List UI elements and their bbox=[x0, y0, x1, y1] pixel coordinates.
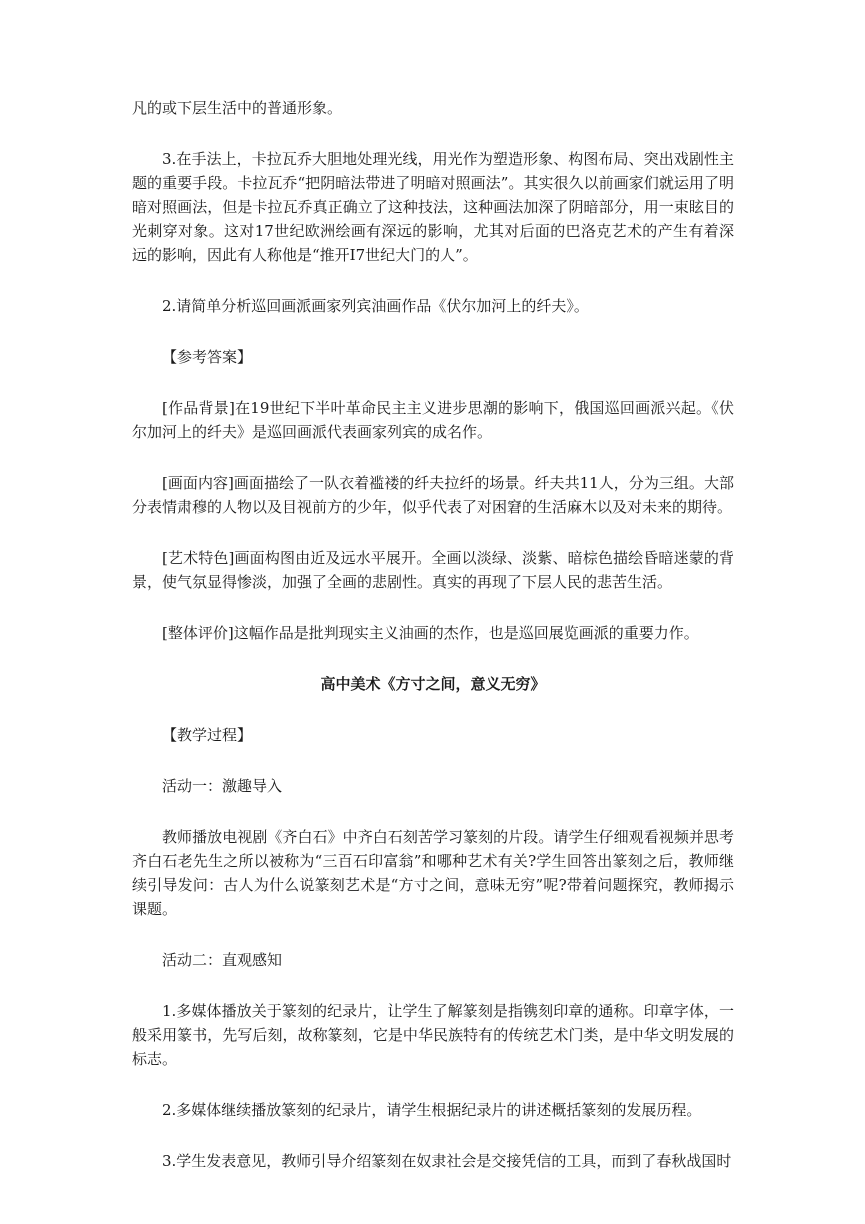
activity-2-title: 活动二：直观感知 bbox=[162, 951, 283, 969]
section-title: 高中美术《方寸之间，意义无穷》 bbox=[320, 675, 546, 693]
paragraph-continuation: 凡的或下层生活中的普通形象。 bbox=[132, 99, 343, 117]
teaching-process-label: 【教学过程】 bbox=[162, 726, 253, 744]
paragraph-point-3: 3.在手法上，卡拉瓦乔大胆地处理光线，用光作为塑造形象、构图布局、突出戏剧性主题的重要手段。卡拉瓦乔“把阴暗法带进了明暗对照画法”。其实很久以前画家们就运用了明暗对照画法，但是卡拉瓦乔真正确立了这种技法，这种画法加深了阴暗部分，用一束眩目的光刺穿对象。这对17世纪欧洲绘画有深远的影响，尤其对后面的巴洛克艺术的产生有着深远的影响，因此有人称他是“推开I7世纪大门的人”。 bbox=[132, 150, 734, 264]
paragraph-background: [作品背景]在19世纪下半叶革命民主主义进步思潮的影响下，俄国巡回画派兴起。《伏尔加河上的纤夫》是巡回画派代表画家列宾的成名作。 bbox=[132, 399, 734, 441]
activity-2-point-3: 3.学生发表意见，教师引导介绍篆刻在奴隶社会是交接凭信的工具，而到了春秋战国时 bbox=[162, 1152, 732, 1170]
activity-1-text: 教师播放电视剧《齐白石》中齐白石刻苦学习篆刻的片段。请学生仔细观看视频并思考齐白石老先生之所以被称为“三百石印富翁”和哪种艺术有关?学生回答出篆刻之后，教师继续引导发问：古人为什么说篆刻艺术是“方寸之间，意味无穷”呢?带着问题探究，教师揭示课题。 bbox=[132, 828, 734, 918]
reference-answer-label: 【参考答案】 bbox=[162, 348, 253, 366]
activity-2-point-2: 2.多媒体继续播放篆刻的纪录片，请学生根据纪录片的讲述概括篆刻的发展历程。 bbox=[162, 1101, 702, 1119]
question-2: 2.请简单分析巡回画派画家列宾油画作品《伏尔加河上的纤夫》。 bbox=[162, 297, 589, 315]
document-page bbox=[132, 96, 734, 1200]
activity-2-point-1: 1.多媒体播放关于篆刻的纪录片，让学生了解篆刻是指镌刻印章的通称。印章字体，一般采用篆书，先写后刻，故称篆刻，它是中华民族特有的传统艺术门类，是中华文明发展的标志。 bbox=[132, 1002, 734, 1068]
paragraph-evaluation: [整体评价]这幅作品是批判现实主义油画的杰作，也是巡回展览画派的重要力作。 bbox=[162, 624, 699, 642]
paragraph-features: [艺术特色]画面构图由近及远水平展开。全画以淡绿、淡紫、暗棕色描绘昏暗迷蒙的背景，使气氛显得惨淡，加强了全画的悲剧性。真实的再现了下层人民的悲苦生活。 bbox=[132, 549, 734, 591]
paragraph-content: [画面内容]画面描绘了一队衣着褴褛的纤夫拉纤的场景。纤夫共11人，分为三组。大部分表情肃穆的人物以及目视前方的少年，似乎代表了对困窘的生活麻木以及对未来的期待。 bbox=[132, 474, 734, 516]
activity-1-title: 活动一：激趣导入 bbox=[162, 777, 283, 795]
